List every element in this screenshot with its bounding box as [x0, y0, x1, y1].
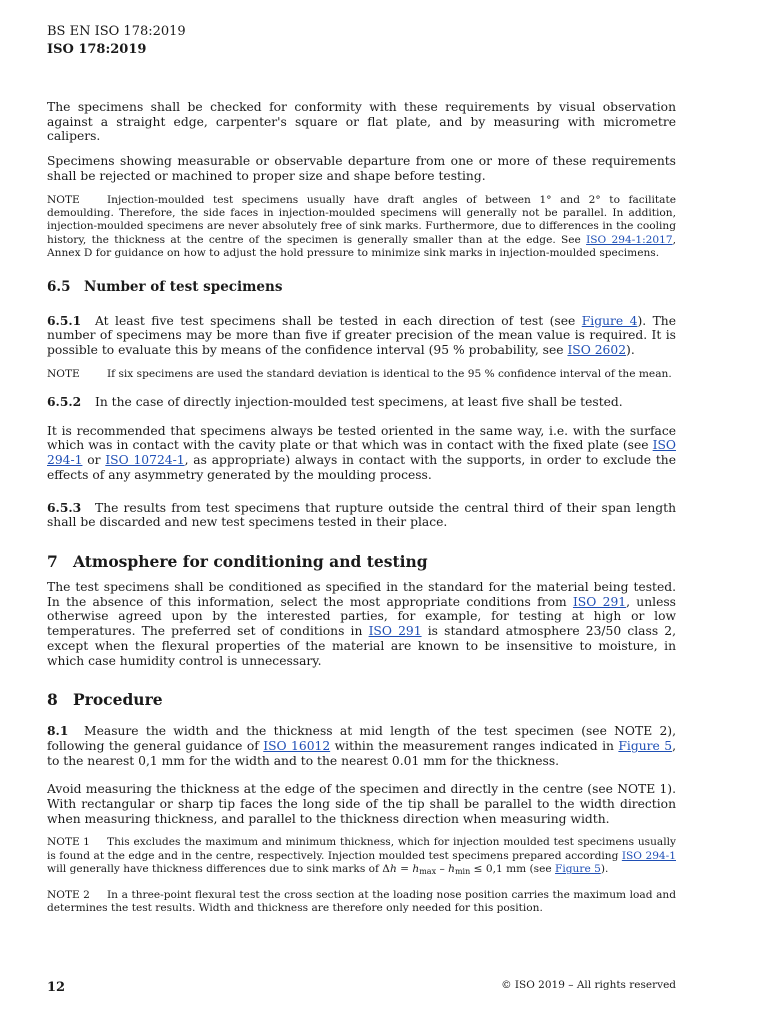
- link-figure-5[interactable]: Figure 5: [555, 863, 601, 876]
- heading-6-5: 6.5 Number of test specimens: [47, 278, 283, 295]
- link-iso-2602[interactable]: ISO 2602: [567, 342, 627, 357]
- clause-8-1: 8.1 Measure the width and the thickness at mid length of the test specimen (see NOTE 2), following the general guidance of ISO 16012 within the measurement ranges indicated in Figure 5, to the nearest 0,1 mm for the width and to the nearest 0.01 mm for the thickness.: [47, 723, 676, 768]
- header-standard-bs: BS EN ISO 178:2019: [47, 24, 186, 39]
- link-iso-294-1[interactable]: ISO 294-1: [47, 438, 676, 468]
- link-iso-291[interactable]: ISO 291: [572, 594, 627, 609]
- link-iso-294-1[interactable]: ISO 294-1: [621, 849, 676, 862]
- page-header: [47, 23, 186, 59]
- note-label: NOTE 2: [47, 888, 90, 901]
- paragraph-avoid-measuring: Avoid measuring the thickness at the edge of the specimen and directly in the centre (see NOTE 1). With rectangular or sharp tip faces the long side of the tip shall be parallel to the width direction when measuring thickness, and parallel to the thickness direction when measuring width.: [47, 782, 676, 826]
- copyright-notice: © ISO 2019 – All rights reserved: [501, 979, 676, 991]
- clause-6-5-3: 6.5.3 The results from test specimens that rupture outside the central third of their span length shall be discarded and new test specimens tested in their place.: [47, 499, 676, 530]
- heading-8: 8 Procedure: [47, 690, 163, 710]
- note-six-specimens: NOTE If six specimens are used the standard deviation is identical to the 95 % confidence interval of the mean.: [47, 367, 672, 380]
- clause-6-5-2: 6.5.2 In the case of directly injection-moulded test specimens, at least five shall be tested.: [47, 394, 623, 410]
- heading-7: 7 Atmosphere for conditioning and testing: [47, 551, 428, 571]
- link-figure-4[interactable]: Figure 4: [581, 313, 638, 328]
- header-standard-iso: ISO 178:2019: [47, 42, 147, 57]
- link-iso-16012[interactable]: ISO 16012: [263, 738, 331, 753]
- link-iso-291[interactable]: ISO 291: [368, 624, 422, 639]
- link-figure-5[interactable]: Figure 5: [618, 738, 673, 753]
- paragraph-rejection: Specimens showing measurable or observable departure from one or more of these requirements shall be rejected or machined to proper size and shape before testing.: [47, 154, 676, 183]
- page-number: 12: [47, 980, 66, 995]
- paragraph-conditioning: The test specimens shall be conditioned as specified in the standard for the material being tested. In the absence of this information, select the most appropriate conditions from ISO 291, unless otherwise agreed upon by the interested parties, for example, for testing at high or low temperatures. The preferred set of conditions in ISO 291 is standard atmosphere 23/50 class 2, except when the flexural properties of the material are known to be insensitive to moisture, in which case humidity control is unnecessary.: [47, 579, 677, 668]
- note-2-cross-section: NOTE 2 In a three-point flexural test the cross section at the loading nose position carries the maximum load and determines the test results. Width and thickness are therefore only needed for this position.: [47, 888, 676, 915]
- paragraph-orientation: It is recommended that specimens always be tested oriented in the same way, i.e. with the surface which was in contact with the cavity plate or that which was in contact with the fixed plate (see ISO 294-1 or ISO 10724-1, as appropriate) always in contact with the supports, in order to exclude the effects of any asymmetry generated by the moulding process.: [47, 423, 676, 482]
- link-iso-10724-1[interactable]: ISO 10724-1: [105, 453, 185, 468]
- note-label: NOTE 1: [47, 836, 90, 849]
- note-injection-moulded: NOTE Injection-moulded test specimens usually have draft angles of between 1° and 2° to facilitate demoulding. Therefore, the side faces in injection-moulded specimens will generally not be parallel. In addition, injection-moulded specimens are never absolutely free of sink marks. Furthermore, due to differences in the cooling history, the thickness at the centre of the specimen is generally smaller than at the edge. See ISO 294-1:2017, Annex D for guidance on how to adjust the hold pressure to minimize sink marks in injection-moulded specimens.: [47, 193, 676, 260]
- note-1-thickness: NOTE 1 This excludes the maximum and minimum thickness, which for injection moulded test specimens usually is found at the edge and in the centre, respectively. Injection moulded test specimens prepared according ISO 294-1 will generally have thickness differences due to sink marks of $\Delta h = h_{max} - h_{min} \le 0,1$ mm (see Figure 5).: [47, 836, 676, 877]
- page-content: [47, 100, 676, 915]
- page-footer: [47, 976, 676, 995]
- link-iso-294-1-2017[interactable]: ISO 294-1:2017: [586, 233, 673, 246]
- clause-6-5-1: 6.5.1 At least five test specimens shall be tested in each direction of test (see Figure 4). The number of specimens may be more than five if greater precision of the mean value is required. It is possible to evaluate this by means of the confidence interval (95 % probability, see ISO 2602).: [47, 312, 676, 357]
- note-label: NOTE: [47, 367, 80, 380]
- paragraph-conformity-check: The specimens shall be checked for conformity with these requirements by visual observation against a straight edge, carpenter's square or flat plate, and by measuring with micrometre calipers.: [47, 100, 676, 144]
- note-label: NOTE: [47, 193, 80, 206]
